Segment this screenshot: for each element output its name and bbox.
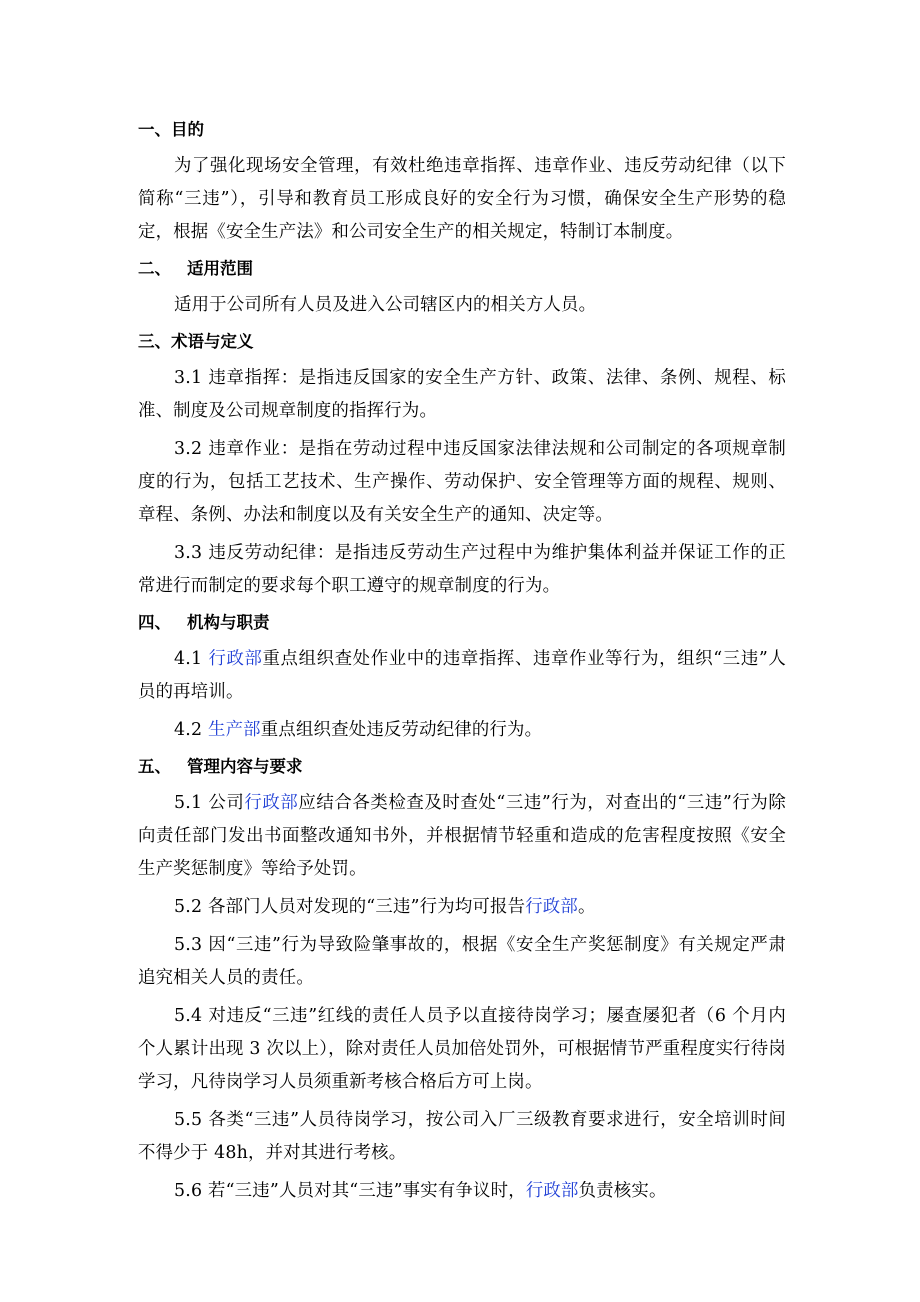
text-run: 应结合各类检查及时查处“三违”行为，对查出的“三违”行为除向责任部门发出书面整改通知书外，并根据情节轻重和造成的危害程度按照《安全生产奖惩制度》等给予处罚。 <box>138 793 786 879</box>
paragraph-3-2: 3.2 违章作业：是指在劳动过程中违反国家法律法规和公司制定的各项规章制度的行为，包括工艺技术、生产操作、劳动保护、安全管理等方面的规程、规则、章程、条例、办法和制度以及有关安全生产的通知、决定等。 <box>138 439 786 525</box>
paragraph-3-3: 3.3 违反劳动纪律：是指违反劳动生产过程中为维护集体利益并保证工作的正常进行而制定的要求每个职工遵守的规章制度的行为。 <box>138 543 786 596</box>
section-heading-management <box>138 755 786 779</box>
paragraph-5-1 <box>138 787 786 886</box>
department-link-admin[interactable]: 行政部 <box>208 649 263 669</box>
section-title: 管理内容与要求 <box>187 757 303 776</box>
paragraph-5-3: 5.3 因“三违”行为导致险肇事故的，根据《安全生产奖惩制度》有关规定严肃追究相关人员的责任。 <box>138 935 786 988</box>
text-run: 负责核实。 <box>578 1181 667 1201</box>
text-run: 5.6 若“三违”人员对其“三违”事实有争议时， <box>174 1181 526 1201</box>
section-number: 二、 <box>138 259 171 278</box>
text-run: 。 <box>578 897 596 917</box>
paragraph-3-1: 3.1 违章指挥：是指违反国家的安全生产方针、政策、法律、条例、规程、标准、制度及公司规章制度的指挥行为。 <box>138 368 786 421</box>
text-run: 5.2 各部门人员对发现的“三违”行为均可报告 <box>174 897 526 917</box>
section-number: 四、 <box>138 613 171 632</box>
text-run: 4.1 <box>174 649 209 669</box>
section-heading-organization <box>138 611 786 635</box>
section-heading-purpose: 一、目的 <box>138 120 204 139</box>
section-title: 机构与职责 <box>187 613 270 632</box>
paragraph-purpose: 为了强化现场安全管理，有效杜绝违章指挥、违章作业、违反劳动纪律（以下简称“三违”），引导和教育员工形成良好的安全行为习惯，确保安全生产形势的稳定，根据《安全生产法》和公司安全生产的相关规定，特制订本制度。 <box>138 156 786 242</box>
department-link-admin[interactable]: 行政部 <box>525 1181 579 1201</box>
paragraph-4-2 <box>138 714 786 747</box>
section-heading-scope <box>138 257 786 281</box>
department-link-admin[interactable]: 行政部 <box>244 793 299 813</box>
document-page <box>138 118 786 1208</box>
section-number: 五、 <box>138 757 171 776</box>
text-run: 重点组织查处违反劳动纪律的行为。 <box>260 720 543 740</box>
paragraph-5-2 <box>138 891 786 924</box>
section-heading-terms: 三、术语与定义 <box>138 332 254 351</box>
section-title: 适用范围 <box>187 259 253 278</box>
paragraph-5-6 <box>138 1175 786 1208</box>
text-run: 5.1 公司 <box>174 793 245 813</box>
department-link-admin[interactable]: 行政部 <box>525 897 578 917</box>
paragraph-5-5: 5.5 各类“三违”人员待岗学习，按公司入厂三级教育要求进行，安全培训时间不得少于 48h，并对其进行考核。 <box>138 1110 786 1163</box>
paragraph-5-4: 5.4 对违反“三违”红线的责任人员予以直接待岗学习；屡查屡犯者（6 个月内个人累计出现 3 次以上），除对责任人员加倍处罚外，可根据情节严重程度实行待岗学习，凡待岗学习人员须重新考核合格后方可上岗。 <box>138 1006 786 1092</box>
paragraph-scope: 适用于公司所有人员及进入公司辖区内的相关方人员。 <box>174 295 597 315</box>
paragraph-4-1 <box>138 643 786 709</box>
text-run: 4.2 <box>174 720 208 740</box>
department-link-production[interactable]: 生产部 <box>208 720 261 740</box>
text-run: 重点组织查处作业中的违章指挥、违章作业等行为，组织“三违”人员的再培训。 <box>138 649 786 702</box>
